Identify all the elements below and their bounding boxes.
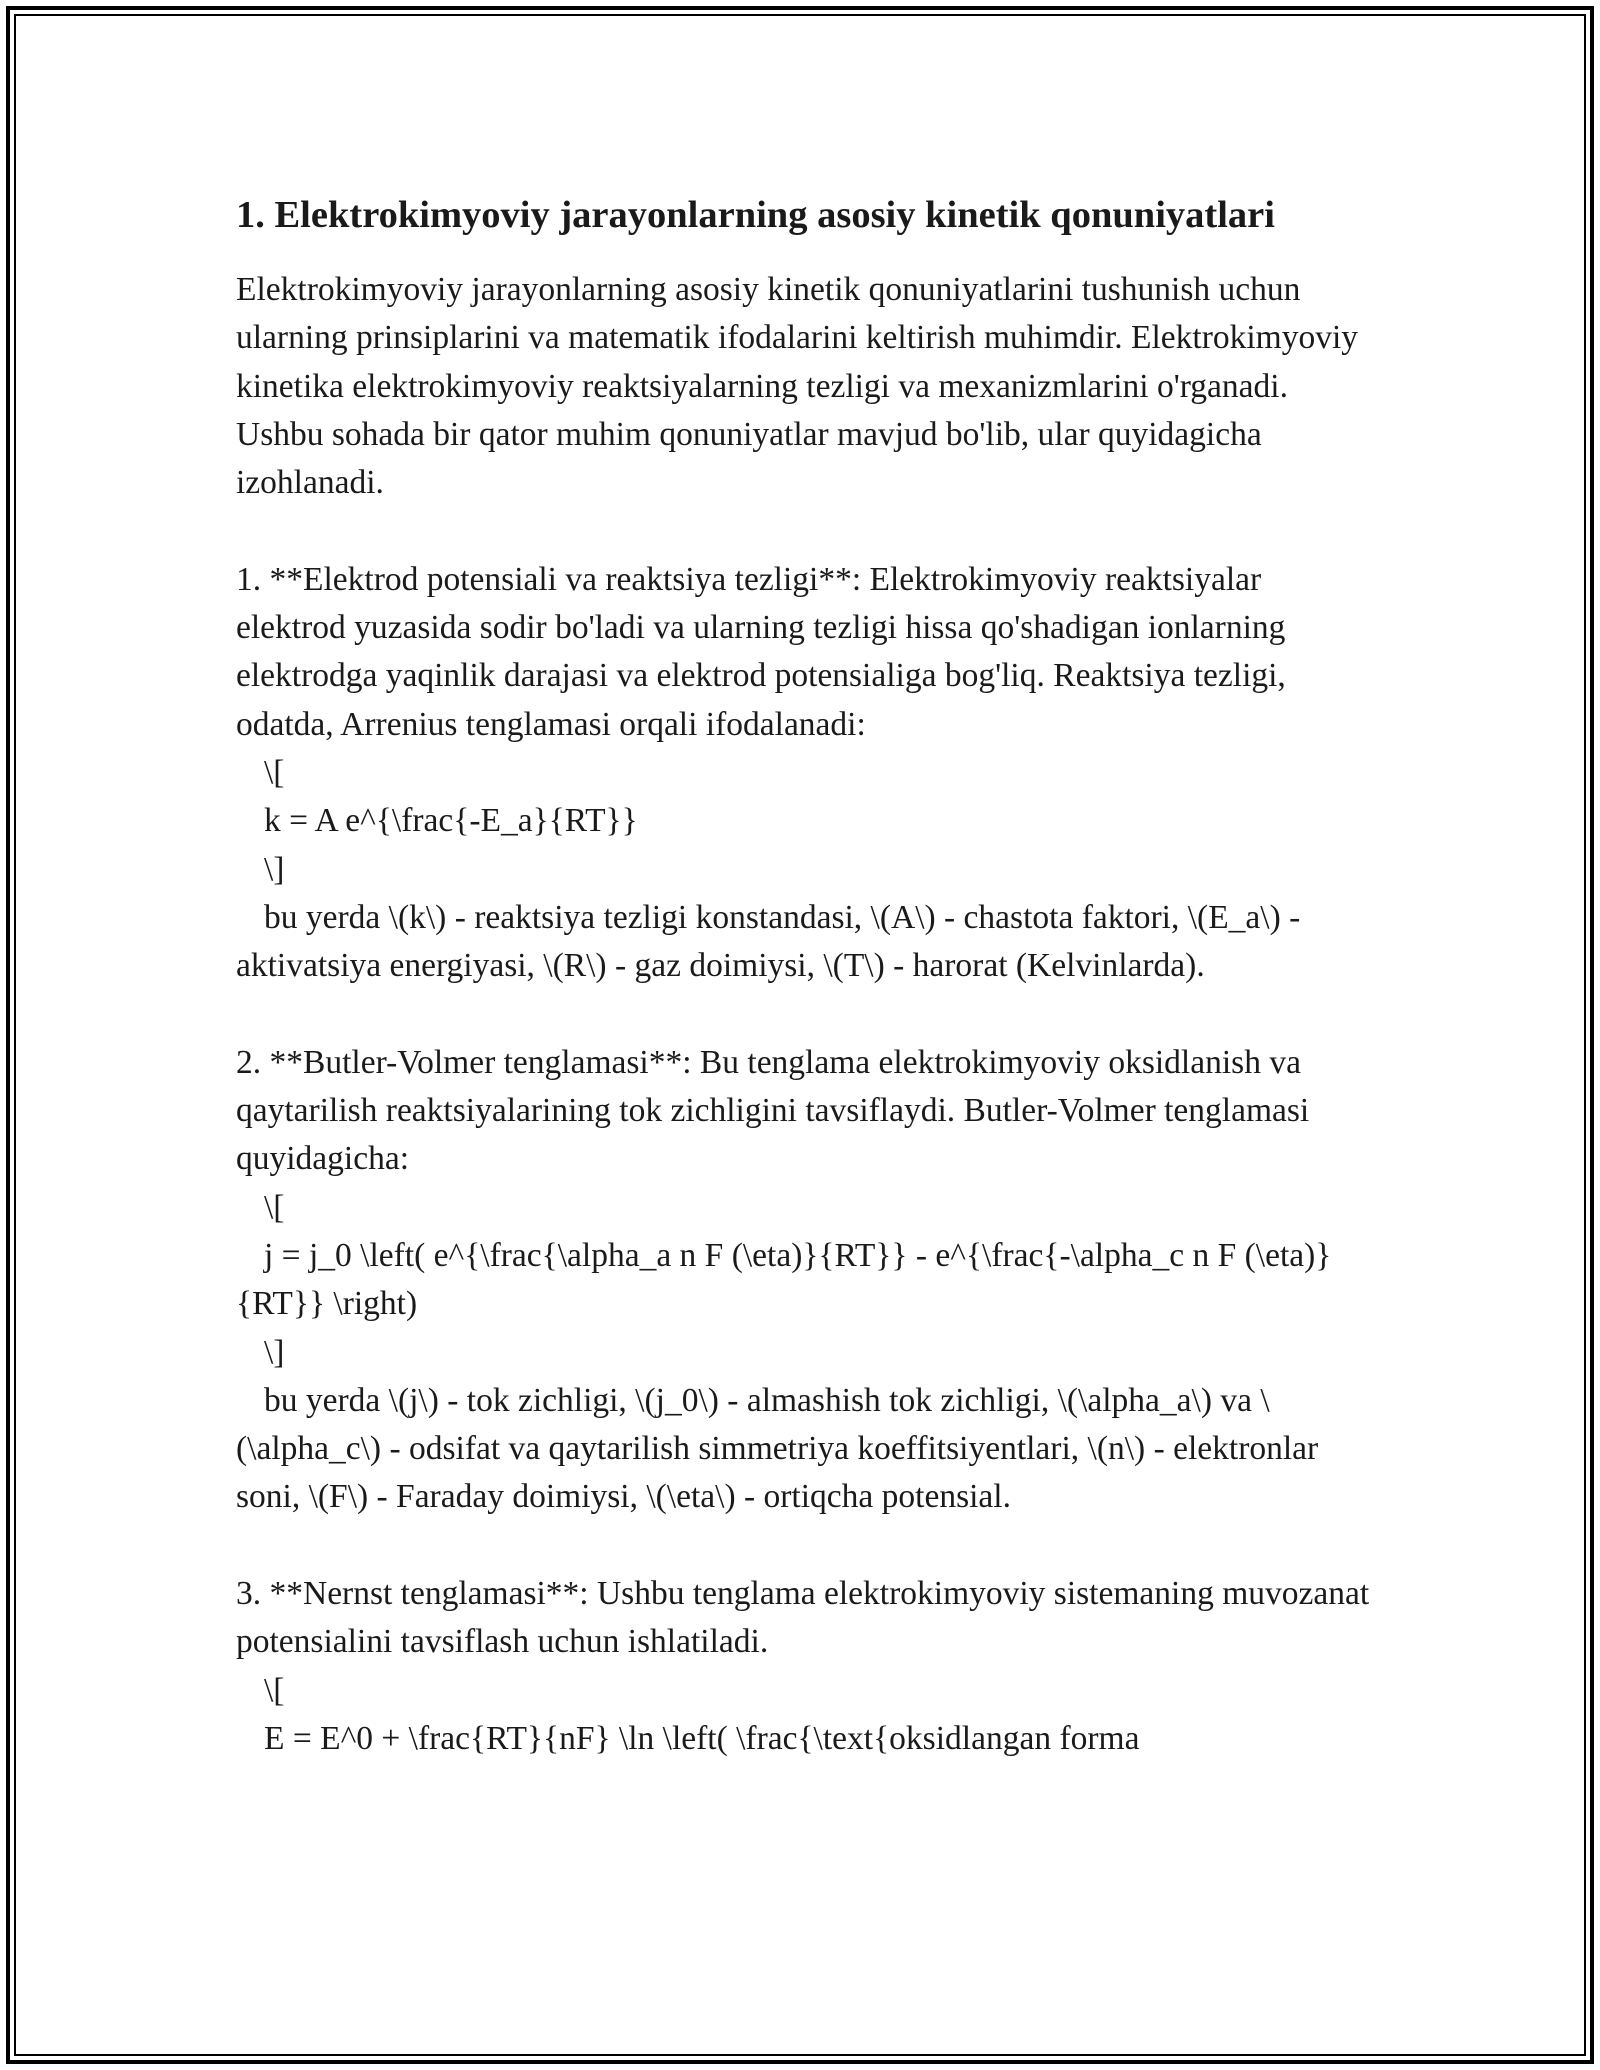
formula-open-delimiter: \[ [264,1671,285,1709]
section-heading: 1. Elektrokimyoviy jarayonlarning asosiy kinetik qonuniyatlari [236,194,1275,236]
formula-close-delimiter: \] [264,850,285,888]
item-explanation: bu yerda \(k\) - reaktsiya tezligi konstandasi, \(A\) - chastota faktori, \(E_a\) - aktivatsiya energiyasi, \(R\) - gaz doimiysi, \(T\) - harorat (Kelvinlarda). [236,898,1309,985]
list-item-arrhenius [236,556,1376,991]
item-text: 2. **Butler-Volmer tenglamasi**: Bu tenglama elektrokimyoviy oksidlanish va qaytarilish reaktsiyalarining tok zichligini tavsiflaydi. Butler-Volmer tenglamasi quyidagicha: [236,1043,1318,1178]
formula-arrhenius: k = A e^{\frac{-E_a}{RT}} [264,802,638,840]
document-body [236,188,1376,1763]
item-text: 3. **Nernst tenglamasi**: Ushbu tenglama elektrokimyoviy sistemaning muvozanat potensialini tavsiflash uchun ishlatiladi. [236,1575,1378,1661]
list-item-butler-volmer [236,1039,1376,1522]
intro-paragraph: Elektrokimyoviy jarayonlarning asosiy kinetik qonuniyatlarini tushunish uchun ularning prinsiplarini va matematik ifodalarini keltirish muhimdir. Elektrokimyoviy kinetika elektrokimyoviy reaktsiyalarning tezligi va mexanizmlarini o'rganadi. Ushbu sohada bir qator muhim qonuniyatlar mavjud bo'lib, ular quyidagicha izohlanadi. [236,271,1359,502]
formula-nernst: E = E^0 + \frac{RT}{nF} \ln \left( \frac{\text{oksidlangan forma [264,1719,1140,1757]
formula-close-delimiter: \] [264,1333,285,1371]
formula-open-delimiter: \[ [264,753,285,791]
formula-open-delimiter: \[ [264,1188,285,1226]
formula-butler-volmer: j = j_0 \left( e^{\frac{\alpha_a n F (\eta)}{RT}} - e^{\frac{-\alpha_c n F (\eta)}{RT}} \right) [236,1236,1332,1323]
list-item-nernst [236,1570,1376,1763]
item-text: 1. **Elektrod potensiali va reaktsiya tezligi**: Elektrokimyoviy reaktsiyalar elektrod yuzasida sodir bo'ladi va ularning tezligi hissa qo'shadigan ionlarning elektrodga yaqinlik darajasi va elektrod potensialiga bog'liq. Reaktsiya tezligi, odatda, Arrenius tenglamasi orqali ifodalanadi: [236,560,1295,743]
item-explanation: bu yerda \(j\) - tok zichligi, \(j_0\) - almashish tok zichligi, \(\alpha_a\) va \(\alpha_c\) - odsifat va qaytarilish simmetriya koeffitsiyentlari, \(n\) - elektronlar soni, \(F\) - Faraday doimiysi, \(\eta\) - ortiqcha potensial. [236,1381,1327,1516]
